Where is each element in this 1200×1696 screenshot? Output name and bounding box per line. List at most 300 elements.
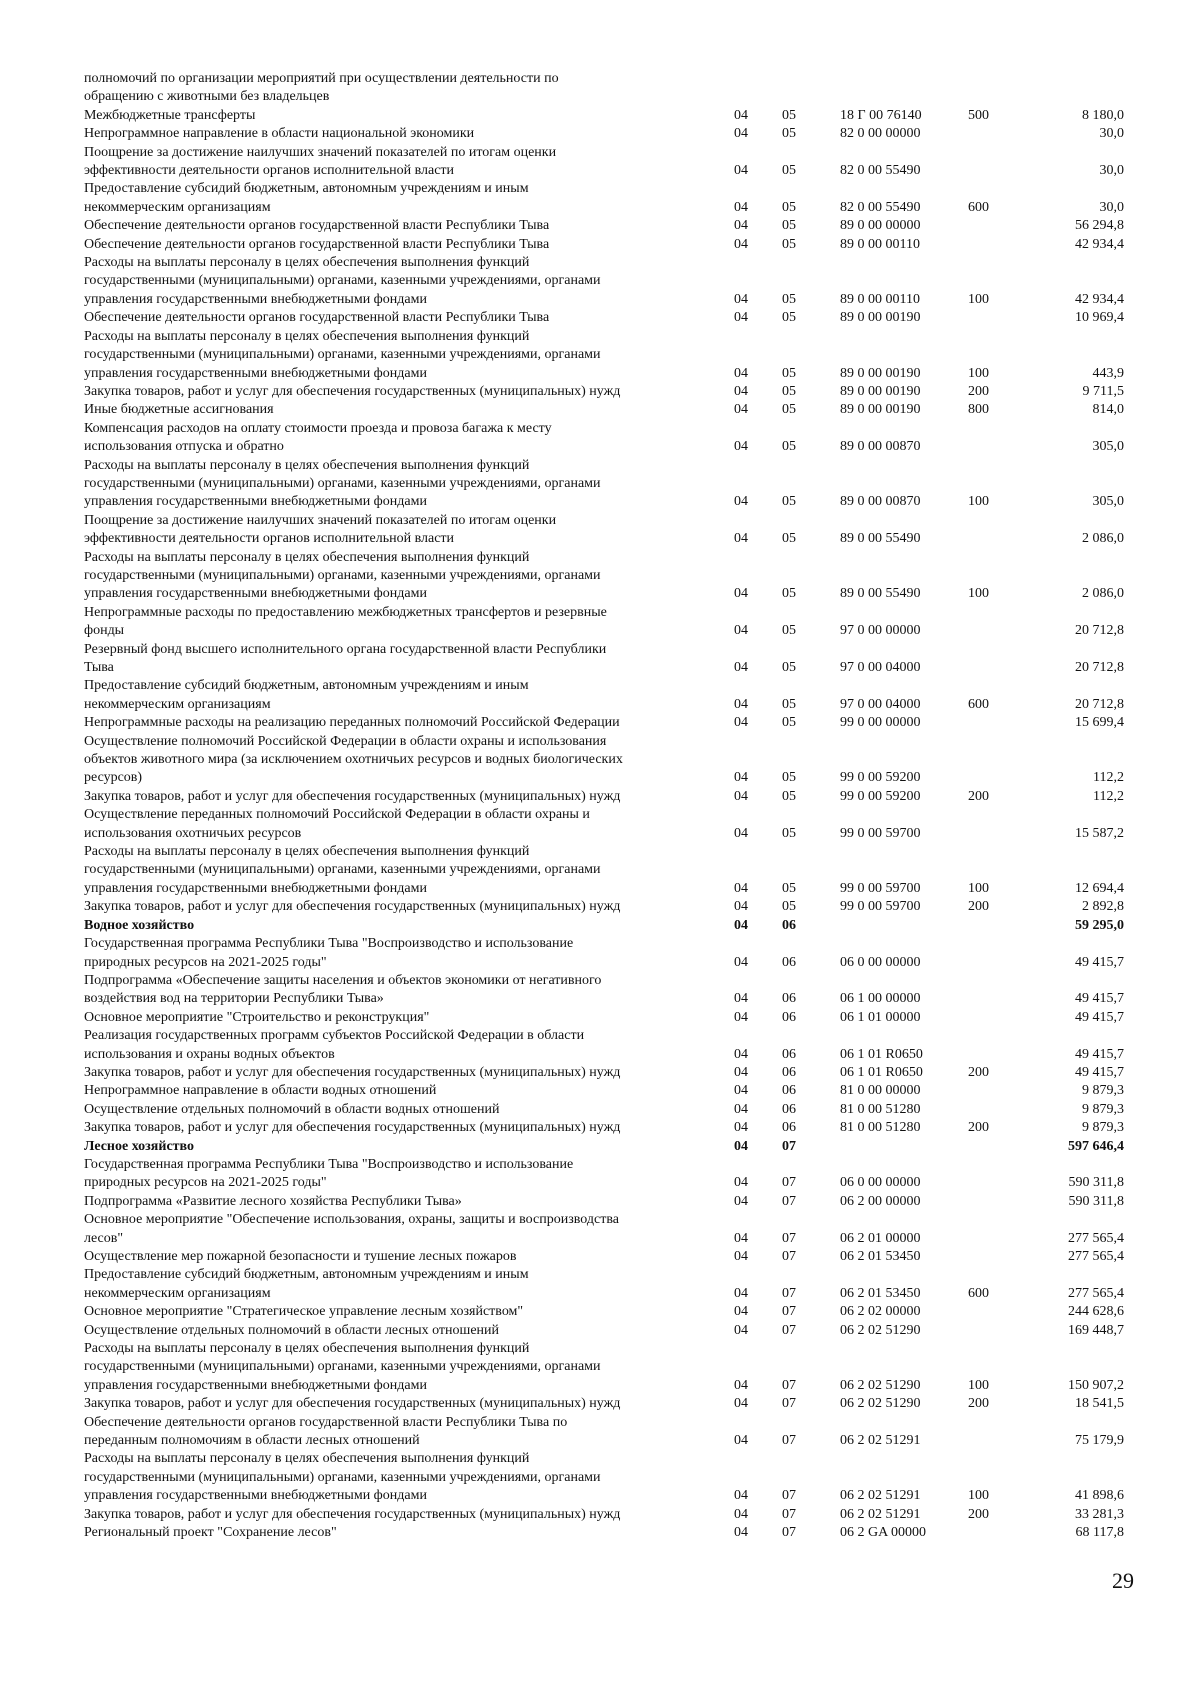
row-name [84,1027,714,1064]
amount: 49 415,7 [1075,1064,1124,1080]
row-name [84,677,714,714]
target-article-code: 81 0 00 51280 [840,1101,921,1117]
row-name [84,512,714,549]
expense-type-code: 200 [968,1396,989,1412]
target-article-code: 89 0 00 00190 [840,383,921,399]
budget-table [84,70,1124,1543]
row-name [84,70,714,107]
row-name-line: Тыва [84,660,114,675]
target-article-code: 06 2 01 53450 [840,1249,921,1264]
section-code: 04 [734,199,748,215]
row-name-line: использования и охраны водных объектов [84,1046,335,1062]
section-code: 04 [734,126,748,142]
row-name-line: управления государственными внебюджетными фондами [84,880,427,896]
section-code: 04 [734,1193,748,1209]
row-name-line: государственными (муниципальными) органами, казенными учреждениями, органами [84,862,601,878]
amount: 75 179,9 [1075,1433,1124,1449]
table-row [84,328,1124,383]
row-name [84,1395,714,1413]
table-row [84,1101,1124,1119]
section-code: 04 [734,1138,748,1154]
row-name [84,107,714,125]
expense-type-code: 200 [968,1120,989,1136]
section-code: 04 [734,715,748,731]
target-article-code: 06 2 02 51290 [840,1396,921,1412]
subsection-code: 05 [782,715,796,731]
row-name [84,1082,714,1100]
target-article-code: 06 2 02 51290 [840,1377,921,1393]
amount: 590 311,8 [1068,1193,1124,1209]
target-article-code: 06 2 02 51291 [840,1433,921,1449]
subsection-code: 07 [782,1175,796,1191]
row-name [84,733,714,788]
section-code: 04 [734,1064,748,1080]
section-code: 04 [734,825,748,841]
row-name-line: государственными (муниципальными) органами, казенными учреждениями, органами [84,1359,601,1375]
amount: 41 898,6 [1075,1488,1124,1504]
amount: 20 712,8 [1075,660,1124,675]
amount: 49 415,7 [1075,1046,1124,1062]
target-article-code: 06 2 02 51291 [840,1488,921,1504]
section-code: 04 [734,917,748,933]
subsection-code: 05 [782,788,796,804]
target-article-code: 97 0 00 04000 [840,660,921,675]
table-row [84,236,1124,254]
amount: 20 712,8 [1075,623,1124,639]
section-code: 04 [734,163,748,179]
target-article-code: 89 0 00 00870 [840,494,921,510]
target-article-code: 06 2 01 00000 [840,1230,921,1246]
row-name-line: Предоставление субсидий бюджетным, автономным учреждениям и иным [84,1267,529,1283]
amount: 15 587,2 [1075,825,1124,841]
table-row [84,714,1124,732]
section-code: 04 [734,1377,748,1393]
row-name-line: Осуществление мер пожарной безопасности и тушение лесных пожаров [84,1249,517,1264]
subsection-code: 07 [782,1249,796,1264]
row-name [84,254,714,309]
row-name-line: Осуществление отдельных полномочий в области лесных отношений [84,1322,500,1338]
row-name [84,1506,714,1524]
table-row [84,217,1124,235]
row-name [84,1266,714,1303]
target-article-code: 06 2 02 51291 [840,1506,921,1522]
section-code: 04 [734,1322,748,1338]
target-article-code: 97 0 00 04000 [840,696,921,712]
target-article-code: 99 0 00 59700 [840,880,921,896]
row-name [84,1138,714,1156]
table-row [84,125,1124,143]
row-name-line: государственными (муниципальными) органами, казенными учреждениями, органами [84,273,601,289]
target-article-code: 06 2 GA 00000 [840,1525,926,1541]
amount: 8 180,0 [1082,107,1124,123]
row-name-line: Иные бюджетные ассигнования [84,402,274,418]
row-name-line: Закупка товаров, работ и услуг для обеспечения государственных (муниципальных) нужд [84,899,621,915]
row-name [84,1322,714,1340]
row-name [84,180,714,217]
table-row [84,677,1124,714]
amount: 42 934,4 [1075,236,1124,252]
row-name [84,217,714,235]
subsection-code: 05 [782,439,796,455]
subsection-code: 05 [782,310,796,326]
row-name-line: Региональный проект "Сохранение лесов" [84,1525,337,1541]
subsection-code: 05 [782,107,796,123]
target-article-code: 06 2 02 51290 [840,1322,921,1338]
section-code: 04 [734,1009,748,1025]
row-name-line: использования отпуска и обратно [84,439,284,455]
amount: 277 565,4 [1068,1285,1124,1301]
row-name [84,917,714,935]
row-name-line: Межбюджетные трансферты [84,107,256,123]
target-article-code: 06 1 01 00000 [840,1009,921,1025]
section-code: 04 [734,1506,748,1522]
amount: 305,0 [1092,439,1124,455]
expense-type-code: 200 [968,1506,989,1522]
section-code: 04 [734,439,748,455]
target-article-code: 82 0 00 00000 [840,126,921,142]
row-name [84,972,714,1009]
section-code: 04 [734,1249,748,1264]
subsection-code: 07 [782,1433,796,1449]
table-row [84,107,1124,125]
row-name-line: объектов животного мира (за исключением охотничьих ресурсов и водных биологических [84,752,623,768]
row-name-line: воздействия вод на территории Республики Тыва» [84,991,384,1007]
subsection-code: 05 [782,291,796,307]
amount: 305,0 [1092,494,1124,510]
section-code: 04 [734,1396,748,1412]
amount: 112,2 [1093,770,1124,786]
row-name [84,1193,714,1211]
row-name [84,1414,714,1451]
row-name [84,641,714,678]
amount: 12 694,4 [1075,880,1124,896]
row-name [84,1101,714,1119]
subsection-code: 05 [782,660,796,675]
row-name-line: эффективности деятельности органов исполнительной власти [84,163,455,179]
expense-type-code: 200 [968,899,989,915]
section-code: 04 [734,880,748,896]
table-row [84,604,1124,641]
row-name-line: переданным полномочиям в области лесных отношений [84,1433,420,1449]
row-name-line: Осуществление переданных полномочий Российской Федерации в области охраны и [84,807,590,823]
subsection-code: 05 [782,494,796,510]
row-name-line: управления государственными внебюджетными фондами [84,365,427,381]
target-article-code: 89 0 00 00110 [840,236,920,252]
amount: 42 934,4 [1075,291,1124,307]
row-name-line: Расходы на выплаты персоналу в целях обеспечения выполнения функций [84,457,530,473]
row-name [84,125,714,143]
section-code: 04 [734,107,748,123]
section-code: 04 [734,1488,748,1504]
subsection-code: 05 [782,899,796,915]
expense-type-code: 100 [968,1488,989,1504]
section-code: 04 [734,236,748,252]
expense-type-code: 100 [968,880,989,896]
amount: 814,0 [1092,402,1124,418]
table-row [84,1193,1124,1211]
row-name [84,1211,714,1248]
row-name-line: государственными (муниципальными) органами, казенными учреждениями, органами [84,347,601,363]
section-code: 04 [734,531,748,547]
target-article-code: 99 0 00 59200 [840,788,921,804]
row-name [84,1119,714,1137]
row-name [84,1156,714,1193]
row-name-line: управления государственными внебюджетными фондами [84,494,427,510]
row-name [84,788,714,806]
table-row [84,309,1124,327]
table-row [84,1450,1124,1505]
target-article-code: 18 Г 00 76140 [840,107,922,123]
target-article-code: 99 0 00 59700 [840,825,921,841]
section-code: 04 [734,1230,748,1246]
subsection-code: 06 [782,991,796,1007]
row-name [84,1064,714,1082]
amount: 2 892,8 [1082,899,1124,915]
table-row [84,1027,1124,1064]
target-article-code: 99 0 00 00000 [840,715,921,731]
amount: 244 628,6 [1068,1304,1124,1320]
subsection-code: 07 [782,1230,796,1246]
section-code: 04 [734,383,748,399]
subsection-code: 07 [782,1193,796,1209]
amount: 277 565,4 [1068,1230,1124,1246]
expense-type-code: 100 [968,586,989,602]
target-article-code: 99 0 00 59700 [840,899,921,915]
expense-type-code: 600 [968,696,989,712]
row-name-line: Компенсация расходов на оплату стоимости проезда и провоза багажа к месту [84,420,552,436]
amount: 49 415,7 [1075,954,1124,970]
subsection-code: 05 [782,365,796,381]
table-row [84,1248,1124,1266]
amount: 169 448,7 [1068,1322,1124,1338]
subsection-code: 07 [782,1377,796,1393]
expense-type-code: 100 [968,1377,989,1393]
section-code: 04 [734,1046,748,1062]
subsection-code: 05 [782,163,796,179]
amount: 59 295,0 [1075,917,1124,933]
section-code: 04 [734,1525,748,1541]
section-code: 04 [734,1304,748,1320]
table-row [84,1414,1124,1451]
section-code: 04 [734,310,748,326]
target-article-code: 06 2 01 53450 [840,1285,921,1301]
amount: 49 415,7 [1075,1009,1124,1025]
target-article-code: 81 0 00 51280 [840,1120,921,1136]
row-name-line: Реализация государственных программ субъектов Российской Федерации в области [84,1028,585,1044]
expense-type-code: 200 [968,1064,989,1080]
row-name [84,898,714,916]
row-name [84,1248,714,1266]
table-row [84,1303,1124,1321]
row-name-line: Предоставление субсидий бюджетным, автономным учреждениям и иным [84,678,529,694]
row-name-line: Непрограммные расходы на реализацию переданных полномочий Российской Федерации [84,715,620,731]
target-article-code: 82 0 00 55490 [840,199,921,215]
row-name [84,714,714,732]
row-name [84,806,714,843]
amount: 10 969,4 [1075,310,1124,326]
table-row [84,383,1124,401]
table-row [84,70,1124,107]
table-row [84,1211,1124,1248]
amount: 30,0 [1099,199,1124,215]
row-name-line: Расходы на выплаты персоналу в целях обеспечения выполнения функций [84,1341,530,1357]
table-row [84,641,1124,678]
expense-type-code: 800 [968,402,989,418]
section-code: 04 [734,696,748,712]
section-code: 04 [734,365,748,381]
row-name-line: лесов" [84,1230,124,1246]
subsection-code: 05 [782,623,796,639]
subsection-code: 07 [782,1396,796,1412]
table-row [84,1009,1124,1027]
row-name-line: природных ресурсов на 2021-2025 годы" [84,1175,327,1191]
subsection-code: 06 [782,917,796,933]
subsection-code: 06 [782,1083,796,1099]
subsection-code: 05 [782,531,796,547]
row-name-line: Обеспечение деятельности органов государственной власти Республики Тыва [84,218,550,234]
amount: 20 712,8 [1075,696,1124,712]
row-name-line: Расходы на выплаты персоналу в целях обеспечения выполнения функций [84,549,530,565]
target-article-code: 97 0 00 00000 [840,623,921,639]
row-name [84,309,714,327]
row-name-line: обращению с животными без владельцев [84,89,330,105]
row-name-line: некоммерческим организациям [84,199,271,215]
subsection-code: 05 [782,696,796,712]
row-name-line: управления государственными внебюджетными фондами [84,586,427,602]
row-name-line: природных ресурсов на 2021-2025 годы" [84,954,327,970]
row-name-line: государственными (муниципальными) органами, казенными учреждениями, органами [84,475,601,491]
row-name [84,236,714,254]
row-name [84,1524,714,1542]
subsection-code: 05 [782,126,796,142]
expense-type-code: 100 [968,291,989,307]
section-code: 04 [734,660,748,675]
row-name-line: Закупка товаров, работ и услуг для обеспечения государственных (муниципальных) нужд [84,1396,621,1412]
table-row [84,806,1124,843]
section-code: 04 [734,1433,748,1449]
section-code: 04 [734,494,748,510]
row-name-line: некоммерческим организациям [84,1285,271,1301]
expense-type-code: 100 [968,494,989,510]
target-article-code: 89 0 00 00870 [840,439,921,455]
subsection-code: 05 [782,199,796,215]
row-name-line: Осуществление отдельных полномочий в области водных отношений [84,1101,500,1117]
target-article-code: 06 1 01 R0650 [840,1046,923,1062]
row-name-line: использования охотничьих ресурсов [84,825,302,841]
row-name-line: Закупка товаров, работ и услуг для обеспечения государственных (муниципальных) нужд [84,1506,621,1522]
row-name-line: некоммерческим организациям [84,696,271,712]
section-code: 04 [734,218,748,234]
amount: 18 541,5 [1075,1396,1124,1412]
table-row [84,144,1124,181]
row-name-line: управления государственными внебюджетными фондами [84,1488,427,1504]
row-name [84,328,714,383]
row-name-line: Подпрограмма «Развитие лесного хозяйства Республики Тыва» [84,1193,462,1209]
subsection-code: 06 [782,1009,796,1025]
row-name [84,420,714,457]
row-name-line: Основное мероприятие "Строительство и реконструкция" [84,1009,430,1025]
row-name-line: фонды [84,623,125,639]
amount: 49 415,7 [1075,991,1124,1007]
target-article-code: 82 0 00 55490 [840,163,921,179]
target-article-code: 06 1 01 R0650 [840,1064,923,1080]
row-name-line: Основное мероприятие "Стратегическое управление лесным хозяйством" [84,1304,524,1320]
row-name-line: Государственная программа Республики Тыва "Воспроизводство и использование [84,936,574,952]
amount: 2 086,0 [1082,531,1124,547]
table-row [84,1119,1124,1137]
row-name-line: полномочий по организации мероприятий при осуществлении деятельности по [84,71,559,86]
row-name-line: Закупка товаров, работ и услуг для обеспечения государственных (муниципальных) нужд [84,1064,621,1080]
row-name-line: Обеспечение деятельности органов государственной власти Республики Тыва по [84,1414,568,1430]
subsection-code: 06 [782,1064,796,1080]
section-code: 04 [734,954,748,970]
table-row [84,935,1124,972]
subsection-code: 05 [782,236,796,252]
table-row [84,1524,1124,1542]
amount: 9 879,3 [1082,1120,1124,1136]
section-code: 04 [734,1101,748,1117]
table-row [84,180,1124,217]
amount: 277 565,4 [1068,1249,1124,1264]
target-article-code: 06 0 00 00000 [840,1175,921,1191]
amount: 33 281,3 [1075,1506,1124,1522]
row-name-line: Основное мероприятие "Обеспечение использования, охраны, защиты и воспроизводства [84,1212,619,1228]
amount: 443,9 [1092,365,1124,381]
table-row [84,1064,1124,1082]
table-row [84,1138,1124,1156]
row-name-line: Обеспечение деятельности органов государственной власти Республики Тыва [84,310,550,326]
amount: 150 907,2 [1068,1377,1124,1393]
subsection-code: 07 [782,1304,796,1320]
section-code: 04 [734,623,748,639]
row-name [84,1450,714,1505]
row-name-line: управления государственными внебюджетными фондами [84,291,427,307]
section-code: 04 [734,899,748,915]
row-name-line: Подпрограмма «Обеспечение защиты населения и объектов экономики от негативного [84,972,602,988]
amount: 9 879,3 [1082,1101,1124,1117]
row-name [84,383,714,401]
amount: 30,0 [1099,126,1124,142]
table-row [84,788,1124,806]
expense-type-code: 500 [968,107,989,123]
subsection-code: 06 [782,954,796,970]
subsection-code: 05 [782,402,796,418]
table-row [84,420,1124,457]
table-row [84,401,1124,419]
table-row [84,1156,1124,1193]
row-name-line: Расходы на выплаты персоналу в целях обеспечения выполнения функций [84,328,530,344]
table-row [84,733,1124,788]
subsection-code: 07 [782,1488,796,1504]
table-row [84,1082,1124,1100]
row-name-line: Поощрение за достижение наилучших значений показателей по итогам оценки [84,144,557,160]
row-name [84,935,714,972]
amount: 56 294,8 [1075,218,1124,234]
subsection-code: 06 [782,1046,796,1062]
expense-type-code: 600 [968,199,989,215]
row-name-line: Расходы на выплаты персоналу в целях обеспечения выполнения функций [84,1451,530,1467]
table-row [84,1340,1124,1395]
row-name-line: Лесное хозяйство [84,1138,195,1154]
subsection-code: 05 [782,586,796,602]
section-code: 04 [734,1120,748,1136]
table-row [84,898,1124,916]
row-name [84,457,714,512]
row-name-line: Поощрение за достижение наилучших значений показателей по итогам оценки [84,512,557,528]
section-code: 04 [734,1083,748,1099]
subsection-code: 05 [782,825,796,841]
amount: 68 117,8 [1075,1525,1124,1541]
